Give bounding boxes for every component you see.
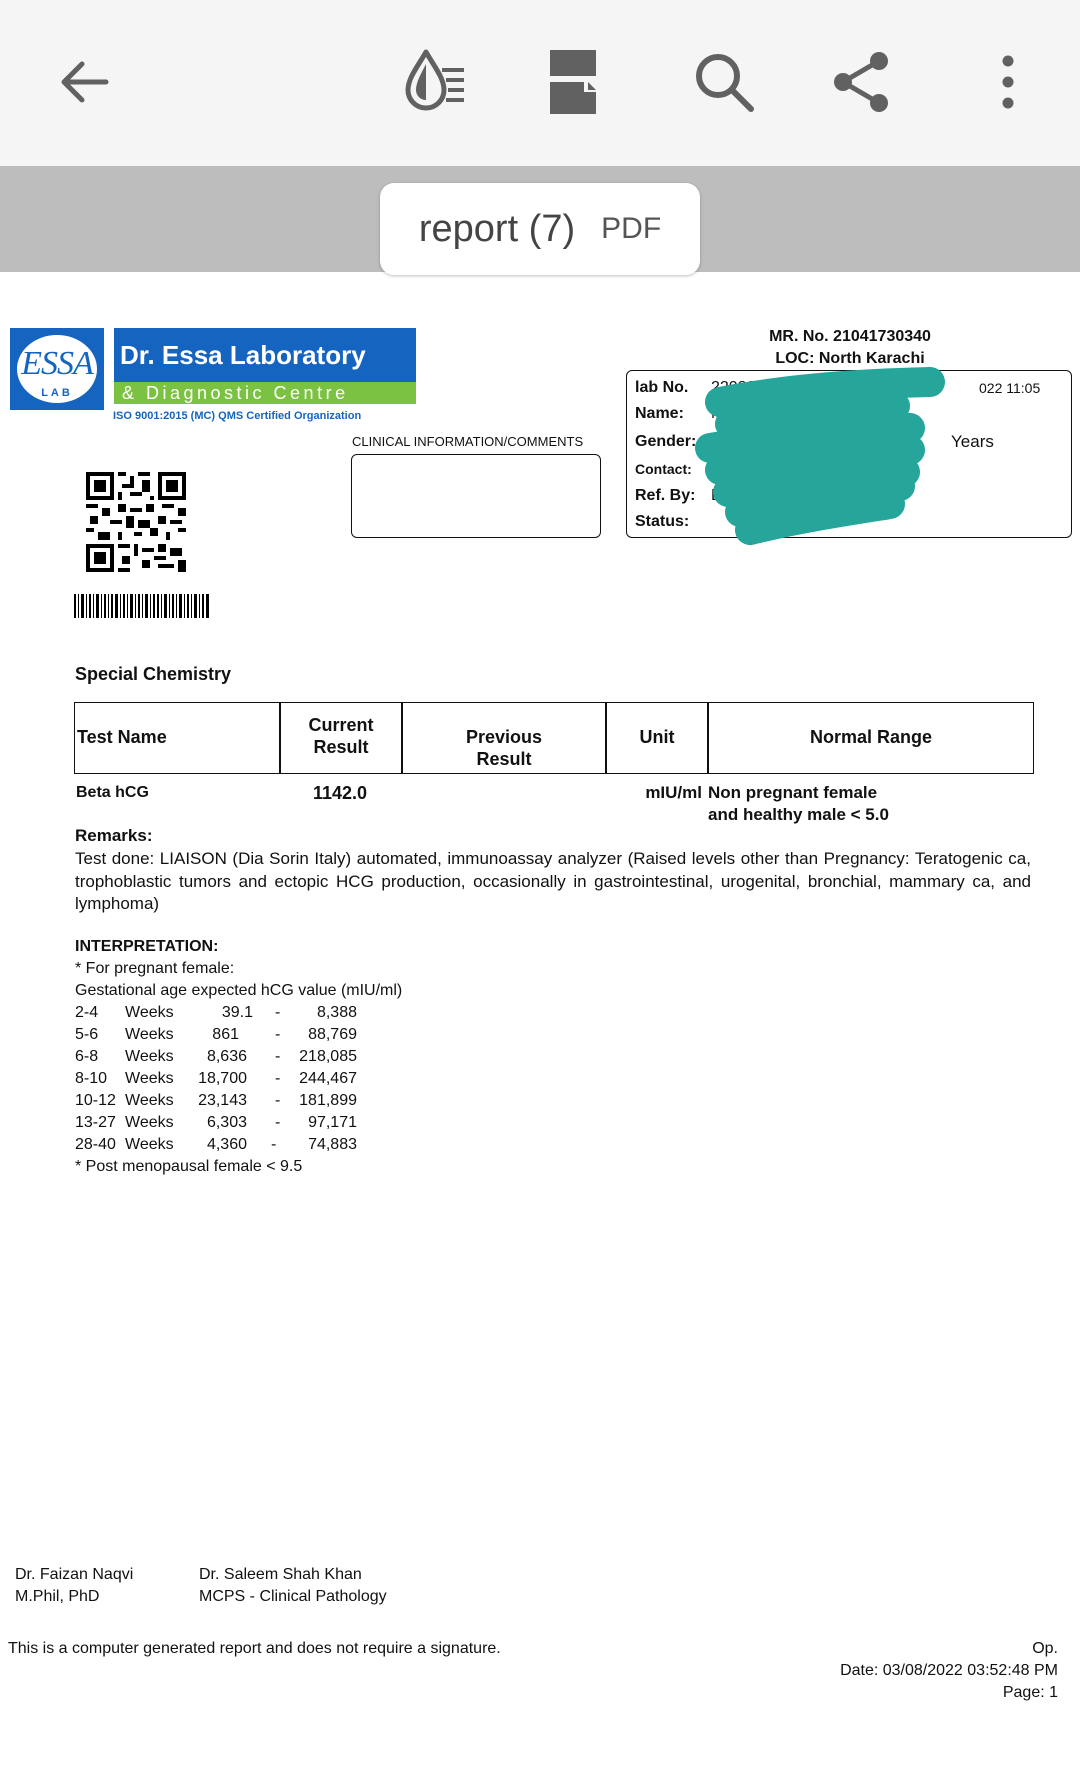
- search-button[interactable]: [680, 38, 768, 126]
- remarks-label: Remarks:: [75, 826, 153, 845]
- header-normal-range: Normal Range: [809, 727, 933, 747]
- interpretation-label: INTERPRETATION:: [75, 938, 219, 955]
- clinical-info-box: [351, 454, 601, 538]
- signatory-2-name: Dr. Saleem Shah Khan: [199, 1566, 362, 1583]
- page-layout-icon: [544, 46, 608, 118]
- header-unit: Unit: [639, 727, 675, 747]
- file-name: report (7): [418, 207, 576, 250]
- more-vert-icon: [993, 49, 1023, 115]
- section-title: Special Chemistry: [75, 664, 232, 684]
- search-icon: [691, 49, 757, 115]
- header-current-1: Current: [308, 715, 374, 735]
- ref-by-value: Dr. M: [711, 487, 750, 504]
- list-item: 13-27 Weeks 6,303 - 97,171: [75, 1114, 357, 1131]
- redaction-marker: [690, 362, 980, 552]
- contact-label: Contact:: [635, 461, 692, 477]
- lab-no-value: 2208280622: [711, 379, 800, 396]
- list-item: 28-40 Weeks 4,360 - 74,883: [75, 1136, 357, 1153]
- list-item: 2-4 Weeks 39.1 - 8,388: [75, 1004, 357, 1021]
- header-previous-2: Result: [476, 749, 532, 769]
- contact-value: 0343: [711, 461, 740, 476]
- remarks-text: Test done: LIAISON (Dia Sorin Italy) automated, immunoassay analyzer (Raised levels other than Pregnancy: Teratogenic ca, trophoblastic tumors and ectopic HCG production, occasionally in gastrointestinal, urogenital, bronchial, mammary ca, and lymphoma): [75, 849, 1031, 913]
- footer-date: Date: 03/08/2022 03:52:48 PM: [840, 1662, 1058, 1679]
- result-range-1: Non pregnant female: [708, 783, 878, 802]
- interpretation-table-header: Gestational age expected hCG value (mIU/ml): [75, 982, 403, 999]
- header-previous-1: Previous: [465, 727, 543, 747]
- pdf-page: [0, 272, 1080, 1792]
- ref-by-label: Ref. By:: [635, 487, 696, 504]
- more-options-button[interactable]: [964, 38, 1052, 126]
- age-unit: Years: [951, 432, 994, 451]
- signatory-1-name: Dr. Faizan Naqvi: [15, 1566, 134, 1583]
- logo-sub: LAB: [41, 387, 73, 399]
- lab-name-banner: [114, 328, 416, 382]
- footer-page: Page: 1: [1002, 1684, 1058, 1701]
- logo-letters: ESSA: [21, 345, 93, 382]
- results-table-header: [74, 702, 1034, 774]
- clinical-info-label: CLINICAL INFORMATION/COMMENTS: [352, 434, 584, 449]
- status-label: Status:: [635, 513, 690, 530]
- lab-no-label: lab No.: [635, 379, 689, 396]
- lab-name: Dr. Essa Laboratory: [120, 340, 366, 370]
- file-type: PDF: [601, 212, 662, 245]
- result-range-2: and healthy male < 5.0: [708, 805, 889, 824]
- gender-label: Gender:: [635, 433, 697, 450]
- result-current: 1142.0: [312, 783, 368, 803]
- name-tail: N: [855, 405, 867, 422]
- back-button[interactable]: [40, 38, 128, 126]
- iso-certification: ISO 9001:2015 (MC) QMS Certified Organization: [113, 410, 362, 422]
- table-row: [74, 780, 1034, 830]
- header-current-2: Result: [313, 737, 369, 757]
- result-test-name: Beta hCG: [76, 784, 149, 801]
- page-layout-button[interactable]: [532, 38, 620, 126]
- back-arrow-icon: [52, 50, 116, 114]
- mr-number: MR. No. 21041730340: [769, 328, 931, 345]
- computer-generated-note: This is a computer generated report and does not require a signature.: [8, 1640, 501, 1657]
- lab-subtitle: & Diagnostic Centre: [122, 383, 349, 403]
- share-button[interactable]: [818, 38, 906, 126]
- report-datetime: 022 11:05: [979, 380, 1041, 396]
- header-test-name: Test Name: [77, 727, 167, 747]
- name-label: Name:: [635, 405, 684, 422]
- name-value: MRS: [711, 405, 747, 422]
- reading-mode-icon: [396, 44, 472, 120]
- file-name-chip[interactable]: [380, 183, 700, 275]
- post-menopausal-note: * Post menopausal female < 9.5: [75, 1158, 303, 1175]
- list-item: 5-6 Weeks 861 - 88,769: [75, 1026, 357, 1043]
- list-item: 10-12 Weeks 23,143 - 181,899: [75, 1092, 357, 1109]
- lab-subtitle-banner: [114, 382, 416, 404]
- reading-mode-button[interactable]: [390, 38, 478, 126]
- footer-op: Op.: [1032, 1640, 1058, 1657]
- barcode: [74, 594, 210, 618]
- top-toolbar: [0, 0, 1080, 166]
- result-unit: mIU/ml: [645, 783, 702, 802]
- signatory-2-title: MCPS - Clinical Pathology: [199, 1588, 387, 1605]
- interpretation-pregnant: * For pregnant female:: [75, 960, 235, 977]
- list-item: 8-10 Weeks 18,700 - 244,467: [75, 1070, 357, 1087]
- list-item: 6-8 Weeks 8,636 - 218,085: [75, 1048, 357, 1065]
- qr-code: [86, 472, 186, 572]
- lab-logo-mark: [10, 328, 104, 410]
- share-icon: [829, 49, 895, 115]
- signatory-1-title: M.Phil, PhD: [15, 1588, 100, 1605]
- location: LOC: North Karachi: [775, 350, 925, 367]
